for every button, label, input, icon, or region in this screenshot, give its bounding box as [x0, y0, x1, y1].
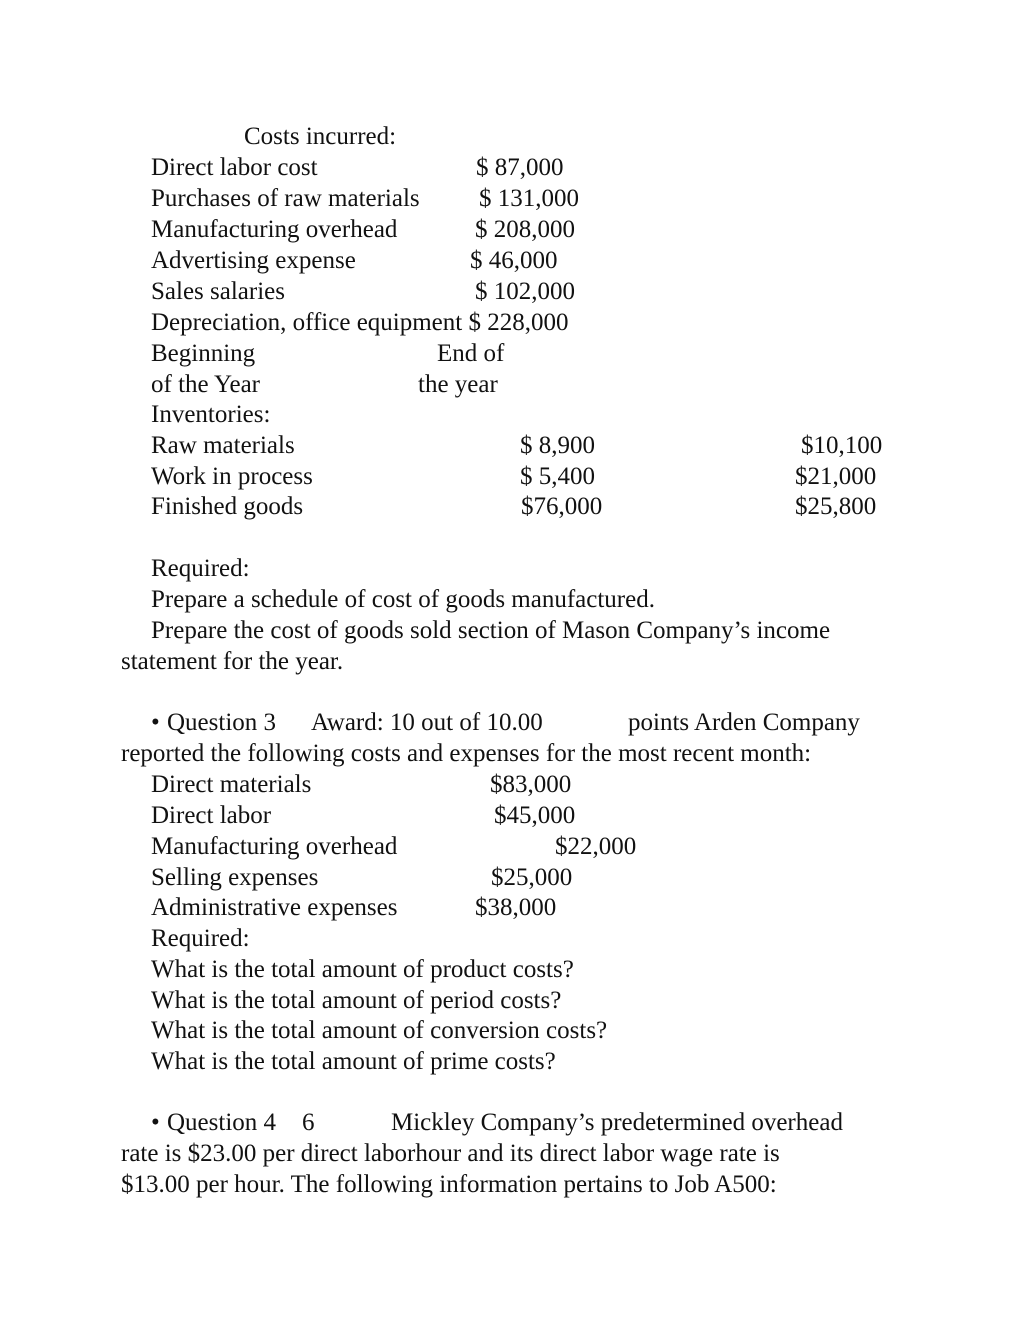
cost-label: Direct labor cost: [151, 154, 318, 181]
cost-label: Purchases of raw materials: [151, 185, 420, 212]
inventory-end: $25,800: [795, 493, 877, 520]
q3-question: What is the total amount of conversion costs?: [151, 1017, 608, 1044]
cost-value: $ 46,000: [470, 247, 558, 274]
q3-question: What is the total amount of product costs?: [151, 956, 574, 983]
inventory-label: Raw materials: [151, 432, 295, 459]
depreciation-line: Depreciation, office equipment $ 228,000: [151, 309, 569, 336]
question4-intro: Mickley Company’s predetermined overhead: [391, 1109, 843, 1136]
question4-line3: $13.00 per hour. The following information pertains to Job A500:: [121, 1171, 777, 1198]
q3-item-value: $25,000: [491, 864, 573, 891]
required-line: Prepare a schedule of cost of goods manufactured.: [151, 586, 655, 613]
beginning-header: Beginning: [151, 340, 256, 367]
question3-number: Question 3: [167, 709, 277, 736]
end-header: End of: [437, 340, 505, 367]
inventory-label: Finished goods: [151, 493, 304, 520]
cost-label: Sales salaries: [151, 278, 285, 305]
inventory-end: $21,000: [795, 463, 877, 490]
q3-item-value: $38,000: [475, 894, 557, 921]
q3-item-value: $45,000: [494, 802, 576, 829]
q3-question: What is the total amount of period costs?: [151, 987, 562, 1014]
cost-value: $ 131,000: [479, 185, 579, 212]
inventory-beginning: $ 5,400: [520, 463, 595, 490]
q3-item-label: Manufacturing overhead: [151, 833, 398, 860]
cost-value: $ 102,000: [475, 278, 575, 305]
inventory-end: $10,100: [801, 432, 883, 459]
end-header-2: the year: [418, 371, 498, 398]
cost-label: Advertising expense: [151, 247, 356, 274]
q3-item-value: $22,000: [555, 833, 637, 860]
cost-value: $ 87,000: [476, 154, 564, 181]
cost-value: $ 208,000: [475, 216, 575, 243]
inventory-label: Work in process: [151, 463, 313, 490]
q3-item-value: $83,000: [490, 771, 572, 798]
required-line-continued: statement for the year.: [121, 648, 344, 675]
cost-label: Manufacturing overhead: [151, 216, 398, 243]
inventory-beginning: $76,000: [521, 493, 603, 520]
question3-intro-line2: reported the following costs and expenses for the most recent month:: [121, 740, 812, 767]
bullet-icon: •: [151, 1109, 160, 1136]
question3-intro: points Arden Company: [628, 709, 860, 736]
q3-item-label: Direct labor: [151, 802, 272, 829]
q3-required-heading: Required:: [151, 925, 250, 952]
inventory-beginning: $ 8,900: [520, 432, 595, 459]
costs-incurred-heading: Costs incurred:: [244, 123, 397, 150]
question4-number: Question 4: [167, 1109, 277, 1136]
required-heading: Required:: [151, 555, 250, 582]
bullet-icon: •: [151, 709, 160, 736]
question3-award: Award: 10 out of 10.00: [311, 709, 543, 736]
question4-score: 6: [302, 1109, 315, 1136]
q3-item-label: Selling expenses: [151, 864, 319, 891]
beginning-header-2: of the Year: [151, 371, 261, 398]
inventories-label: Inventories:: [151, 401, 271, 428]
q3-question: What is the total amount of prime costs?: [151, 1048, 556, 1075]
question4-line2: rate is $23.00 per direct laborhour and its direct labor wage rate is: [121, 1140, 780, 1167]
q3-item-label: Administrative expenses: [151, 894, 398, 921]
q3-item-label: Direct materials: [151, 771, 312, 798]
required-line: Prepare the cost of goods sold section of Mason Company’s income: [151, 617, 831, 644]
